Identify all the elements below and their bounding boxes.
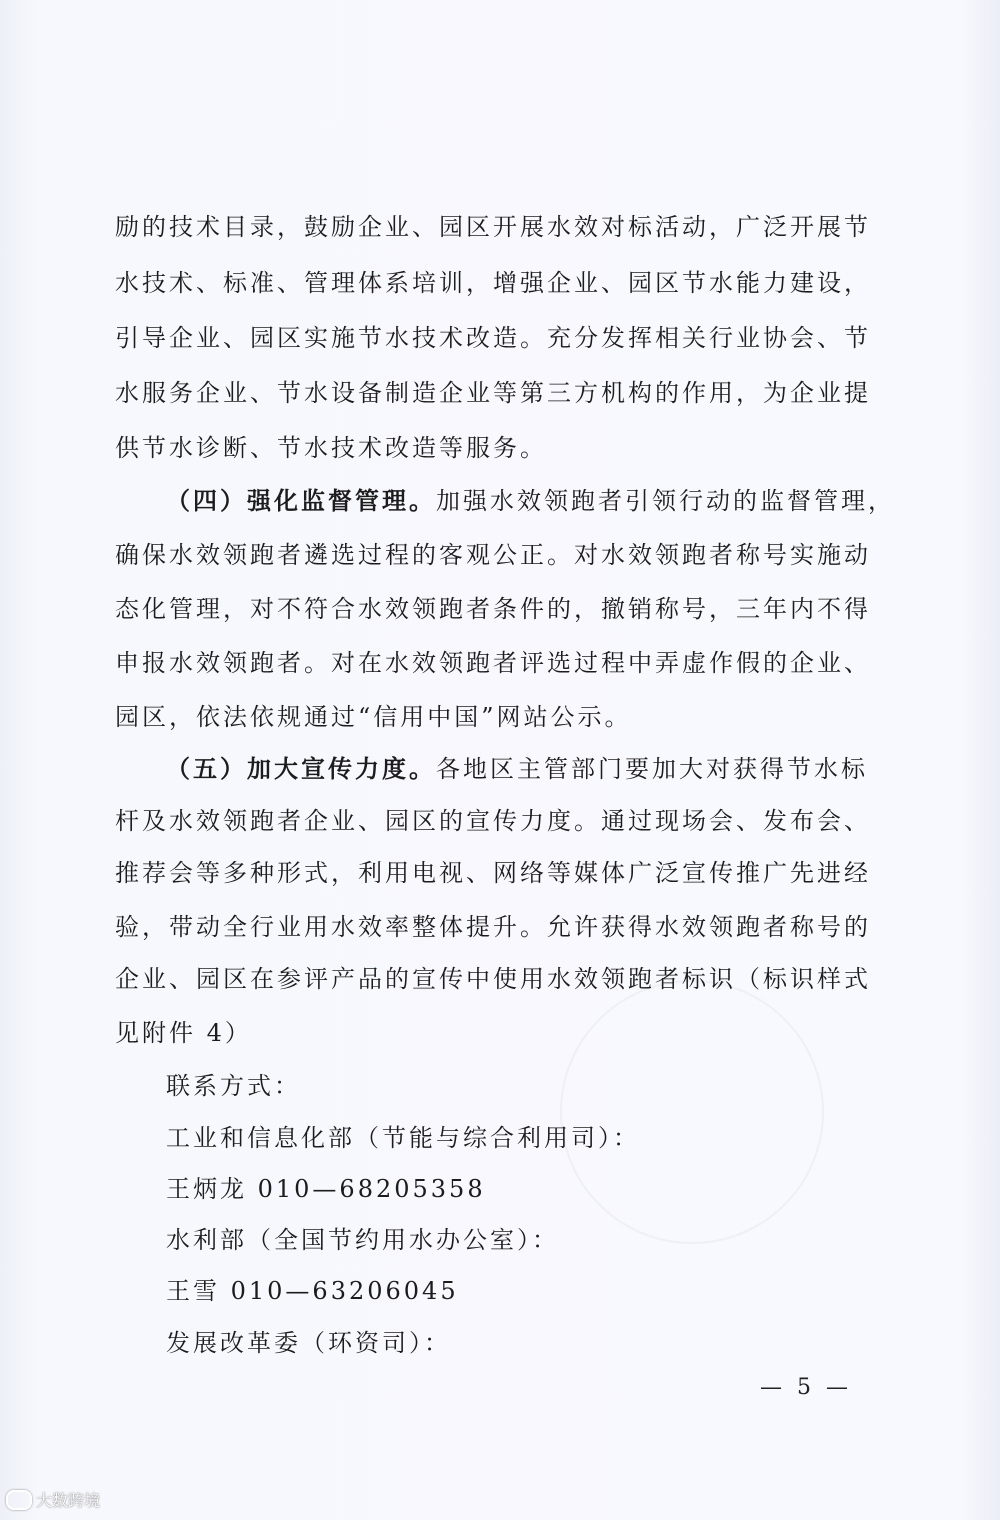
page-number: — 5 — [760, 1375, 852, 1400]
contact-line: 水利部（全国节约用水办公室）： [166, 1226, 559, 1254]
body-line: 园区，依法依规通过“信用中国”网站公示。 [115, 703, 632, 731]
watermark [6, 1488, 100, 1511]
section-4-text: 加强水效领跑者引领行动的监督管理， [436, 487, 895, 515]
section-4-first-line [166, 486, 926, 516]
contact-line: 发展改革委（环资司）： [166, 1329, 451, 1357]
body-line: 见附件 4） [115, 1019, 252, 1047]
body-line: 引导企业、园区实施节水技术改造。充分发挥相关行业协会、节 [115, 324, 871, 352]
section-5-text: 各地区主管部门要加大对获得节水标 [436, 755, 868, 783]
watermark-text: 大数跨境 [36, 1491, 101, 1510]
body-line: 水技术、标准、管理体系培训，增强企业、园区节水能力建设， [115, 269, 871, 297]
watermark-logo-icon [6, 1490, 32, 1510]
section-4-heading: （四）强化监督管理。 [166, 486, 436, 515]
body-line: 推荐会等多种形式，利用电视、网络等媒体广泛宣传推广先进经 [115, 859, 871, 887]
body-line: 确保水效领跑者遴选过程的客观公正。对水效领跑者称号实施动 [115, 541, 871, 569]
section-5-first-line [166, 754, 926, 784]
body-line: 验，带动全行业用水效率整体提升。允许获得水效领跑者称号的 [115, 913, 871, 941]
body-line: 申报水效领跑者。对在水效领跑者评选过程中弄虚作假的企业、 [115, 649, 871, 677]
body-line: 态化管理，对不符合水效领跑者条件的，撤销称号，三年内不得 [115, 595, 871, 623]
body-line: 励的技术目录，鼓励企业、园区开展水效对标活动，广泛开展节 [115, 213, 871, 241]
body-line: 供节水诊断、节水技术改造等服务。 [115, 434, 547, 462]
contact-line: 工业和信息化部（节能与综合利用司）： [166, 1124, 640, 1152]
contact-line: 王炳龙 010—68205358 [166, 1175, 486, 1203]
contact-line: 王雪 010—63206045 [166, 1277, 459, 1305]
section-5-heading: （五）加大宣传力度。 [166, 754, 436, 783]
body-line: 企业、园区在参评产品的宣传中使用水效领跑者标识（标识样式 [115, 965, 871, 993]
body-line: 水服务企业、节水设备制造企业等第三方机构的作用，为企业提 [115, 379, 871, 407]
body-line: 杆及水效领跑者企业、园区的宣传力度。通过现场会、发布会、 [115, 807, 871, 835]
contacts-title: 联系方式： [166, 1072, 301, 1100]
